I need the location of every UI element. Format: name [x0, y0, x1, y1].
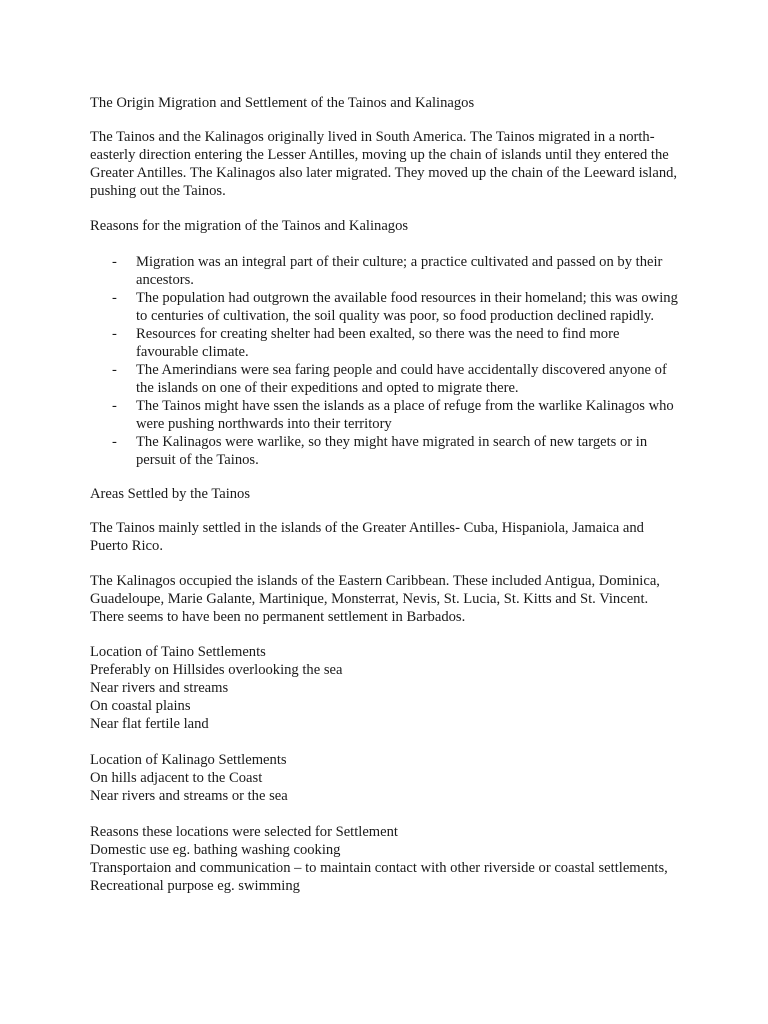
list-item-text: The population had outgrown the available food resources in their homeland; this was owing to centuries of cultivation, the soil quality was poor, so food production declined rapidly.	[136, 290, 678, 324]
bullet-dash: -	[112, 290, 117, 306]
selection-reasons-heading: Reasons these locations were selected for Settlement	[90, 824, 398, 840]
kalinagos-paragraph: The Kalinagos occupied the islands of the Eastern Caribbean. These included Antigua, Dominica, Guadeloupe, Marie Galante, Martinique, Monsterrat, Nevis, St. Lucia, St. Kitts and St. Vincent. There seems to have been no permanent settlement in Barbados.	[90, 573, 660, 625]
document-title: The Origin Migration and Settlement of the Tainos and Kalinagos	[90, 95, 475, 111]
list-item: Near rivers and streams or the sea	[90, 788, 288, 804]
list-item	[90, 325, 680, 361]
areas-heading: Areas Settled by the Tainos	[90, 486, 251, 502]
list-item: Near rivers and streams	[90, 680, 229, 696]
list-item-text: Migration was an integral part of their culture; a practice cultivated and passed on by their ancestors.	[136, 254, 663, 288]
list-item: Recreational purpose eg. swimming	[90, 878, 300, 894]
list-item: Domestic use eg. bathing washing cooking	[90, 842, 341, 858]
selection-reasons-block	[90, 823, 680, 895]
list-item	[90, 361, 680, 397]
document-body	[90, 94, 680, 913]
bullet-dash: -	[112, 326, 117, 342]
list-item	[90, 253, 680, 289]
intro-paragraph: The Tainos and the Kalinagos originally lived in South America. The Tainos migrated in a north-easterly direction entering the Lesser Antilles, moving up the chain of islands until they entered the Greater Antilles. The Kalinagos also later migrated. They moved up the chain of the Leeward island, pushing out the Tainos.	[90, 129, 678, 199]
list-item: On hills adjacent to the Coast	[90, 770, 263, 786]
kalinago-locations-block	[90, 751, 680, 805]
reasons-heading: Reasons for the migration of the Tainos and Kalinagos	[90, 218, 409, 234]
bullet-dash: -	[112, 434, 117, 450]
list-item-text: Resources for creating shelter had been exalted, so there was the need to find more favourable climate.	[136, 326, 620, 360]
list-item: Near flat fertile land	[90, 716, 209, 732]
tainos-paragraph: The Tainos mainly settled in the islands of the Greater Antilles- Cuba, Hispaniola, Jamaica and Puerto Rico.	[90, 520, 644, 554]
list-item: Transportaion and communication – to maintain contact with other riverside or coastal settlements,	[90, 860, 668, 876]
taino-locations-heading: Location of Taino Settlements	[90, 644, 266, 660]
reasons-list	[90, 253, 680, 469]
list-item-text: The Tainos might have ssen the islands as a place of refuge from the warlike Kalinagos who were pushing northwards into their territory	[136, 398, 674, 432]
bullet-dash: -	[112, 362, 117, 378]
list-item: On coastal plains	[90, 698, 191, 714]
list-item-text: The Kalinagos were warlike, so they might have migrated in search of new targets or in persuit of the Tainos.	[136, 434, 648, 468]
list-item	[90, 433, 680, 469]
taino-locations-block	[90, 643, 680, 733]
kalinago-locations-heading: Location of Kalinago Settlements	[90, 752, 287, 768]
bullet-dash: -	[112, 398, 117, 414]
list-item	[90, 397, 680, 433]
list-item: Preferably on Hillsides overlooking the sea	[90, 662, 343, 678]
list-item-text: The Amerindians were sea faring people and could have accidentally discovered anyone of the islands on one of their expeditions and opted to migrate there.	[136, 362, 667, 396]
list-item	[90, 289, 680, 325]
bullet-dash: -	[112, 254, 117, 270]
